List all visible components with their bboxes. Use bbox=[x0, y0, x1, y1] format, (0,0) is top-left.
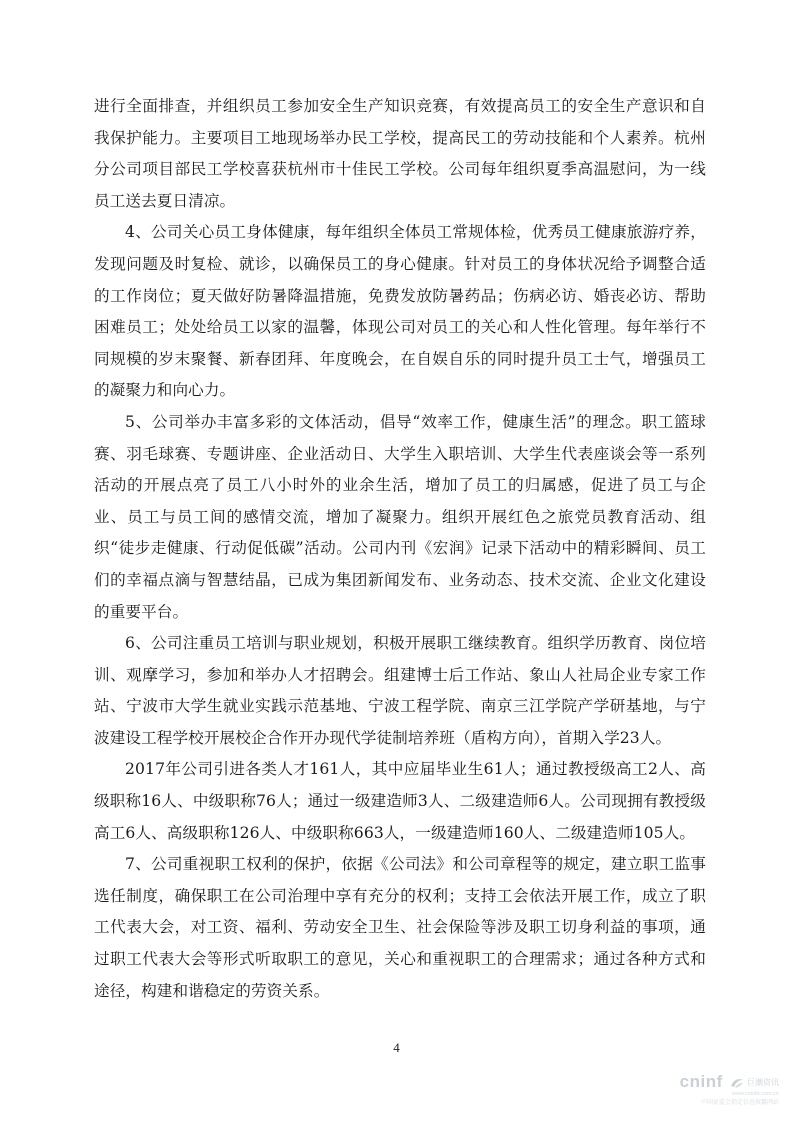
watermark-url: www.cninfo.com.cn bbox=[731, 1091, 779, 1097]
watermark-logo-text: cninf bbox=[679, 1072, 723, 1091]
paragraph-item-4: 4、公司关心员工身体健康，每年组织全体员工常规体检，优秀员工健康旅游疗养，发现问题及时复检、就诊，以确保员工的身心健康。针对员工的身体状况给予调整合适的工作岗位；夏天做好防暑降温措施，免费发放防暑药品；伤病必访、婚丧必访、帮助困难员工；处处给员工以家的温馨，体现公司对员工的关心和人性化管理。每年举行不同规模的岁末聚餐、新春团拜、年度晚会，在自娱自乐的同时提升员工士气，增强员工的凝聚力和向心力。 bbox=[94, 223, 706, 400]
paragraph-item-6: 6、公司注重员工培训与职业规划，积极开展职工继续教育。组织学历教育、岗位培训、观摩学习，参加和举办人才招聘会。组建博士后工作站、象山人社局企业专家工作站、宁波市大学生就业实践示范基地、宁波工程学院、南京三江学院产学研基地，与宁波建设工程学校开展校企合作开办现代学徒制培养班（盾构方向），首期入学23人。 bbox=[94, 634, 706, 747]
cninfo-watermark bbox=[669, 1072, 779, 1116]
swoosh-icon bbox=[730, 1077, 744, 1089]
watermark-logo bbox=[680, 1072, 744, 1092]
page-number: 4 bbox=[393, 1040, 400, 1055]
paragraph-talent-2017: 2017年公司引进各类人才161人，其中应届毕业生61人；通过教授级高工2人、高级职称16人、中级职称76人；通过一级建造师3人、二级建造师6人。公司现拥有教授级高工6人、高级职称126人、中级职称663人，一级建造师160人、二级建造师105人。 bbox=[94, 760, 706, 842]
paragraph-item-5: 5、公司举办丰富多彩的文体活动，倡导“效率工作，健康生活”的理念。职工篮球赛、羽毛球赛、专题讲座、企业活动日、大学生入职培训、大学生代表座谈会等一系列活动的开展点亮了员工八小时外的业余生活，增加了员工的归属感，促进了员工与企业、员工与员工间的感情交流，增加了凝聚力。组织开展红色之旅党员教育活动、组织“徒步走健康、行动促低碳”活动。公司内刊《宏润》记录下活动中的精彩瞬间、员工们的幸福点滴与智慧结晶，已成为集团新闻发布、业务动态、技术交流、企业文化建设的重要平台。 bbox=[94, 412, 706, 621]
watermark-subtitle: 中国证监会指定信息披露网站 bbox=[700, 1099, 779, 1106]
watermark-logo-cn: 巨潮资讯 bbox=[747, 1078, 779, 1087]
paragraph-continuation: 进行全面排查，并组织员工参加安全生产知识竞赛，有效提高员工的安全生产意识和自我保护能力。主要项目工地现场举办民工学校，提高民工的劳动技能和个人素养。杭州分公司项目部民工学校喜获杭州市十佳民工学校。公司每年组织夏季高温慰问，为一线员工送去夏日清凉。 bbox=[94, 97, 706, 210]
paragraph-item-7: 7、公司重视职工权利的保护，依据《公司法》和公司章程等的规定，建立职工监事选任制度，确保职工在公司治理中享有充分的权利；支持工会依法开展工作，成立了职工代表大会，对工资、福利、劳动安全卫生、社会保险等涉及职工切身利益的事项，通过职工代表大会等形式听取职工的意见，关心和重视职工的合理需求；通过各种方式和途径，构建和谐稳定的劳资关系。 bbox=[94, 855, 706, 1000]
document-body bbox=[94, 91, 706, 1007]
